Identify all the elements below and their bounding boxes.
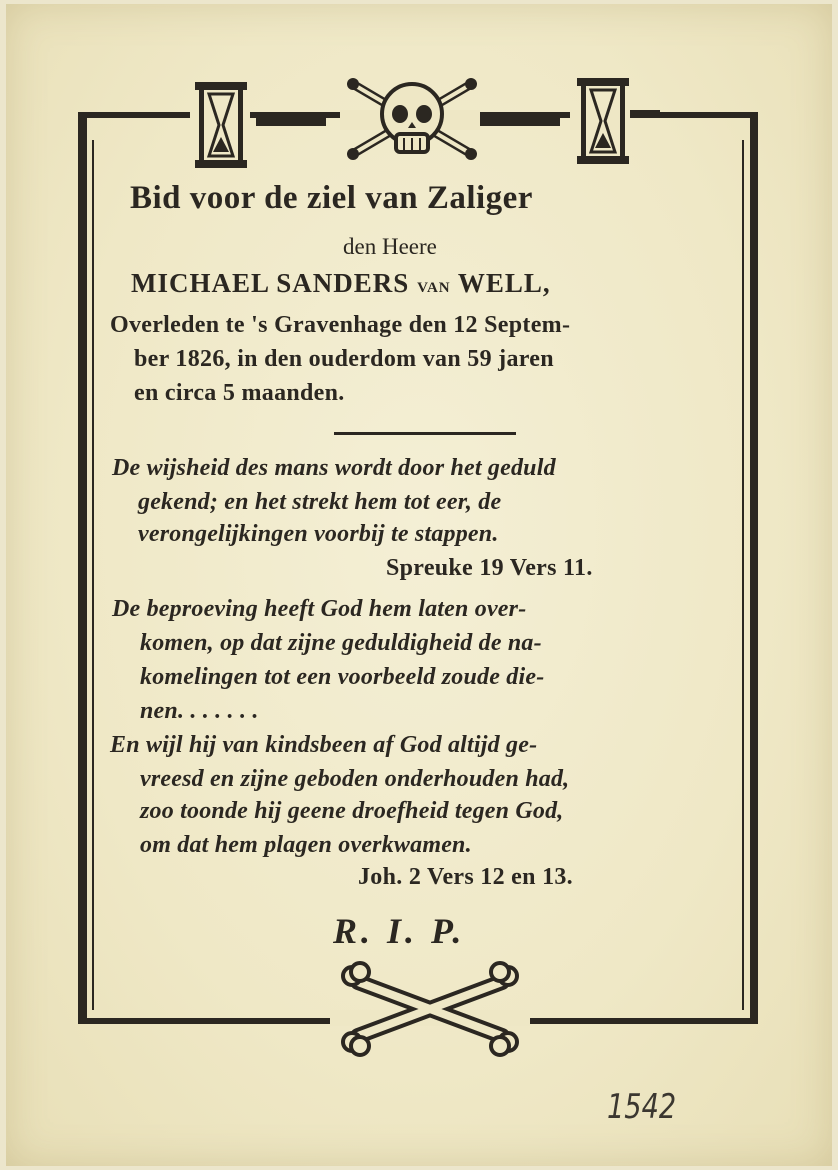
name-first: MICHAEL SANDERS <box>131 268 410 298</box>
quote2-line-3: komelingen tot een voorbeeld zoude die- <box>140 664 545 690</box>
quote1-line-2: gekend; en het strekt hem tot eer, de <box>138 489 502 515</box>
quote2-line-4: nen. . . . . . . <box>140 698 259 724</box>
quote3-line-3: zoo toonde hij geene droefheid tegen God, <box>140 798 564 824</box>
catalog-number: 1542 <box>607 1087 677 1127</box>
bottom-ornament <box>330 960 530 1060</box>
quote1-line-1: De wijsheid des mans wordt door het geduld <box>112 455 556 481</box>
quote3-reference: Joh. 2 Vers 12 en 13. <box>358 864 573 890</box>
death-line-3: en circa 5 maanden. <box>134 380 345 406</box>
death-line-1: Overleden te 's Gravenhage den 12 Septem- <box>110 312 571 338</box>
honorific: den Heere <box>343 234 437 259</box>
crossed-bones-icon <box>343 963 517 1055</box>
top-ornament <box>180 74 660 174</box>
divider-rule <box>334 432 516 435</box>
closing-rip: R. I. P. <box>333 911 466 951</box>
quote3-line-2: vreesd en zijne geboden onderhouden had, <box>140 766 570 792</box>
name-particle: VAN <box>417 280 451 296</box>
quote2-line-2: komen, op dat zijne geduldigheid de na- <box>140 630 542 656</box>
name-last: WELL, <box>457 268 551 298</box>
quote2-line-1: De beproeving heeft God hem laten over- <box>112 596 527 622</box>
quote1-reference: Spreuke 19 Vers 11. <box>386 555 593 581</box>
quote1-line-3: verongelijkingen voorbij te stappen. <box>138 521 499 547</box>
quote3-line-4: om dat hem plagen overkwamen. <box>140 832 472 858</box>
card-title: Bid voor de ziel van Zaliger <box>130 180 533 216</box>
deceased-name <box>131 268 551 299</box>
quote3-line-1: En wijl hij van kindsbeen af God altijd ge- <box>110 732 538 758</box>
death-line-2: ber 1826, in den ouderdom van 59 jaren <box>134 346 554 372</box>
